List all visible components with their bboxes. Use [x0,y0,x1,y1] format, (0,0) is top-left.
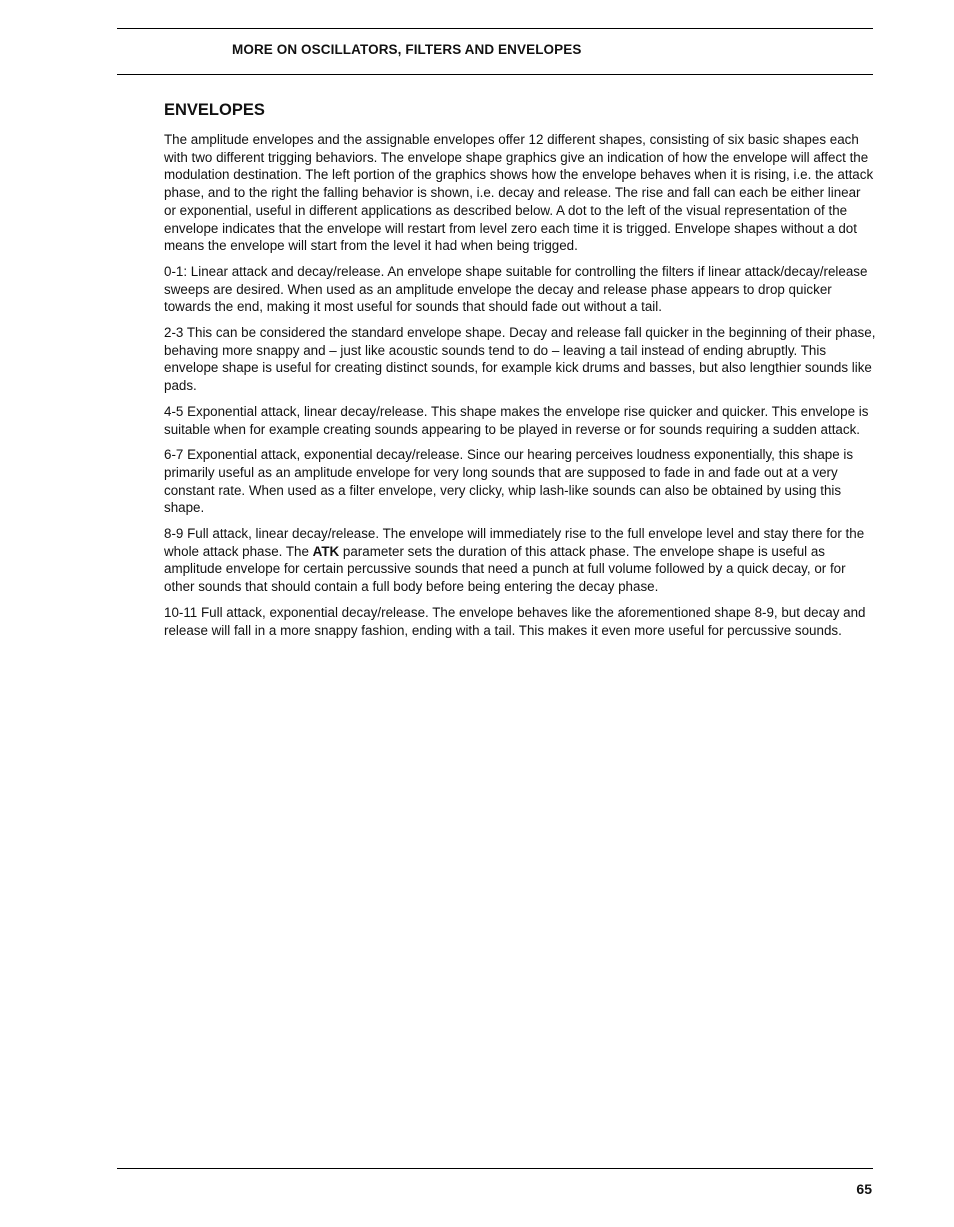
paragraph-shape-10-11: 10-11 Full attack, exponential decay/release. The envelope behaves like the aforementioned shape 8-9, but decay and release will fall in a more snappy fashion, ending with a tail. This makes it even more useful for percussive sounds. [164,604,866,638]
paragraph-shape-8-9-text-after: parameter sets the duration of this attack phase. The envelope shape is useful as amplitude envelope for certain percussive sounds that need a punch at full volume followed by a quick decay, or for other sounds that should contain a full body before being entering the decay phase. [164,543,846,595]
atk-parameter-label: ATK [312,543,340,559]
footer-rule [117,1168,873,1169]
header-bottom-rule [117,74,873,75]
running-header: MORE ON OSCILLATORS, FILTERS AND ENVELOPES [232,42,582,57]
page-content [164,100,876,647]
page-number: 65 [856,1181,872,1197]
section-title: ENVELOPES [164,101,265,119]
paragraph-shape-0-1: 0-1: Linear attack and decay/release. An envelope shape suitable for controlling the filters if linear attack/decay/release sweeps are desired. When used as an amplitude envelope the decay and release phase appears to drop quicker towards the end, making it most useful for sounds that should fade out without a tail. [164,263,868,315]
paragraph-intro: The amplitude envelopes and the assignable envelopes offer 12 different shapes, consisting of six basic shapes each with two different trigging behaviors. The envelope shape graphics give an indication of how the envelope will affect the modulation destination. The left portion of the graphics shows how the envelope behaves when it is rising, i.e. the attack phase, and to the right the falling behavior is shown, i.e. decay and release. The rise and fall can each be either linear or exponential, useful in different applications as described below. A dot to the left of the visual representation of the envelope indicates that the envelope will restart from level zero each time it is trigged. Envelope shapes without a dot means the envelope will start from the level it had when being trigged. [164,132,874,254]
header-top-rule [117,28,873,29]
paragraph-shape-6-7: 6-7 Exponential attack, exponential decay/release. Since our hearing perceives loudness exponentially, this shape is primarily useful as an amplitude envelope for very long sounds that are supposed to fade in and fade out at a very constant rate. When used as a filter envelope, very clicky, whip lash-like sounds can also be obtained by using this shape. [164,447,854,516]
paragraph-shape-8-9 [164,525,876,596]
paragraph-shape-8-9-text-before: 8-9 Full attack, linear decay/release. The envelope will immediately rise to the full envelope level and stay there for the whole attack phase. The [164,526,865,559]
paragraph-shape-2-3: 2-3 This can be considered the standard envelope shape. Decay and release fall quicker in the beginning of their phase, behaving more snappy and – just like acoustic sounds tend to do – leaving a tail instead of ending abruptly. This envelope shape is useful for creating distinct sounds, for example kick drums and basses, but also lengthier sounds like pads. [164,325,876,394]
paragraph-shape-4-5: 4-5 Exponential attack, linear decay/release. This shape makes the envelope rise quicker and quicker. This envelope is suitable when for example creating sounds appearing to be played in reverse or for sounds requiring a sudden attack. [164,403,869,437]
